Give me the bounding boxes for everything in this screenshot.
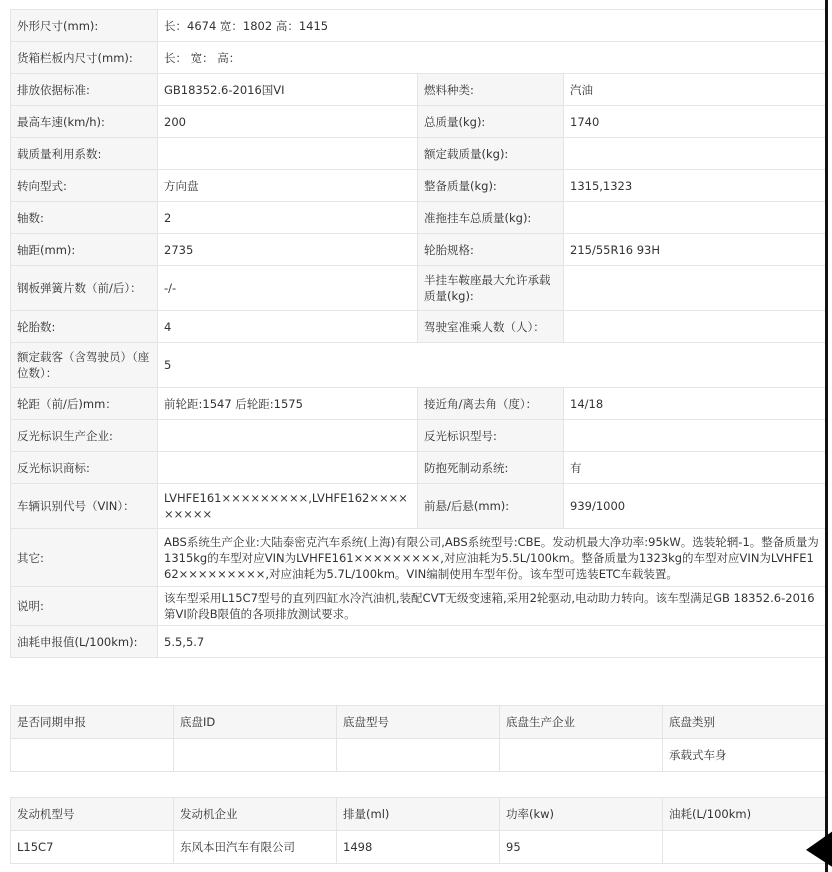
table-row — [11, 831, 827, 864]
field-value: 5.5,5.7 — [158, 626, 827, 658]
table-row — [11, 388, 827, 420]
field-label: 说明: — [11, 587, 158, 626]
table-row — [11, 138, 827, 170]
column-header: 油耗(L/100km) — [663, 798, 827, 831]
table-row — [11, 311, 827, 343]
table-row — [11, 452, 827, 484]
scrollbar-edge — [825, 0, 828, 872]
table-row — [11, 343, 827, 388]
field-value: 215/55R16 93H — [564, 234, 827, 266]
table-cell — [500, 739, 663, 772]
field-label: 驾驶室准乘人数（人）： — [418, 311, 564, 343]
table-cell: 1498 — [337, 831, 500, 864]
field-value — [564, 138, 827, 170]
table-header-row — [11, 706, 827, 739]
field-label: 轮距（前/后)mm： — [11, 388, 158, 420]
vehicle-spec-table — [10, 9, 827, 658]
table-cell — [337, 739, 500, 772]
table-row — [11, 529, 827, 587]
field-value: 有 — [564, 452, 827, 484]
field-label: 轮胎规格: — [418, 234, 564, 266]
field-value: 2735 — [158, 234, 418, 266]
field-label: 整备质量(kg): — [418, 170, 564, 202]
field-label: 防抱死制动系统: — [418, 452, 564, 484]
table-row — [11, 202, 827, 234]
field-label: 最高车速(km/h): — [11, 106, 158, 138]
field-label: 前悬/后悬(mm): — [418, 484, 564, 529]
field-label: 轴距(mm): — [11, 234, 158, 266]
field-label: 车辆识别代号（VIN）： — [11, 484, 158, 529]
field-value: GB18352.6-2016国VI — [158, 74, 418, 106]
field-value: 长： 宽： 高： — [158, 42, 827, 74]
field-label: 轴数: — [11, 202, 158, 234]
column-header: 功率(kw) — [500, 798, 663, 831]
table-row — [11, 484, 827, 529]
field-label: 反光标识商标: — [11, 452, 158, 484]
field-label: 总质量(kg): — [418, 106, 564, 138]
field-label: 反光标识型号: — [418, 420, 564, 452]
field-value — [158, 420, 418, 452]
table-row — [11, 170, 827, 202]
table-cell — [11, 739, 174, 772]
table-row — [11, 74, 827, 106]
field-value: 长：4674 宽：1802 高：1415 — [158, 10, 827, 42]
table-cell: 东风本田汽车有限公司 — [174, 831, 337, 864]
field-value: 1740 — [564, 106, 827, 138]
column-header: 发动机型号 — [11, 798, 174, 831]
field-value: LVHFE161×××××××××,LVHFE162××××××××× — [158, 484, 418, 529]
field-label: 排放依据标准: — [11, 74, 158, 106]
field-label: 载质量利用系数: — [11, 138, 158, 170]
table-row — [11, 234, 827, 266]
engine-table — [10, 797, 827, 864]
column-header: 是否同期申报 — [11, 706, 174, 739]
field-label: 货箱栏板内尺寸(mm): — [11, 42, 158, 74]
column-header: 底盘型号 — [337, 706, 500, 739]
table-cell — [663, 831, 827, 864]
chassis-table — [10, 705, 827, 772]
table-row — [11, 106, 827, 138]
field-value: -/- — [158, 266, 418, 311]
table-header-row — [11, 798, 827, 831]
field-value — [158, 138, 418, 170]
field-value: 1315,1323 — [564, 170, 827, 202]
field-label: 额定载客（含驾驶员）（座位数）： — [11, 343, 158, 388]
table-row — [11, 42, 827, 74]
table-row — [11, 626, 827, 658]
column-header: 排量(ml) — [337, 798, 500, 831]
column-header: 发动机企业 — [174, 798, 337, 831]
table-row — [11, 587, 827, 626]
field-value: 该车型采用L15C7型号的直列四缸水冷汽油机,装配CVT无级变速箱,采用2轮驱动,电动助力转向。该车型满足GB 18352.6-2016第VI阶段B限值的各项排放测试要求。 — [158, 587, 827, 626]
table-row — [11, 266, 827, 311]
field-value: 4 — [158, 311, 418, 343]
field-label: 转向型式: — [11, 170, 158, 202]
field-label: 钢板弹簧片数（前/后）： — [11, 266, 158, 311]
field-value: 14/18 — [564, 388, 827, 420]
field-label: 油耗申报值(L/100km): — [11, 626, 158, 658]
field-label: 准拖挂车总质量(kg): — [418, 202, 564, 234]
table-cell: 95 — [500, 831, 663, 864]
field-label: 燃料种类: — [418, 74, 564, 106]
field-value: 汽油 — [564, 74, 827, 106]
field-label: 其它: — [11, 529, 158, 587]
field-label: 额定载质量(kg): — [418, 138, 564, 170]
column-header: 底盘生产企业 — [500, 706, 663, 739]
field-value — [564, 266, 827, 311]
field-label: 接近角/离去角（度）： — [418, 388, 564, 420]
field-value — [564, 202, 827, 234]
field-value: 2 — [158, 202, 418, 234]
table-cell: L15C7 — [11, 831, 174, 864]
field-value: 方向盘 — [158, 170, 418, 202]
field-value: 前轮距:1547 后轮距:1575 — [158, 388, 418, 420]
field-value — [158, 452, 418, 484]
field-label: 轮胎数: — [11, 311, 158, 343]
field-value: 200 — [158, 106, 418, 138]
field-value: 939/1000 — [564, 484, 827, 529]
field-value — [564, 311, 827, 343]
field-value: ABS系统生产企业:大陆泰密克汽车系统(上海)有限公司,ABS系统型号:CBE。发动机最大净功率:95kW。选装轮辋-1。整备质量为1315kg的车型对应VIN为LVHFE161×××××××××,对应油耗为5.5L/100km。整备质量为1323kg的车型对应VIN为LVHFE162×××××××××,对应油耗为5.7L/100km。VIN编制使用车型年份。该车型可选装ETC车载装置。 — [158, 529, 827, 587]
column-header: 底盘ID — [174, 706, 337, 739]
table-row — [11, 739, 827, 772]
table-cell — [174, 739, 337, 772]
field-label: 半挂车鞍座最大允许承载质量(kg): — [418, 266, 564, 311]
field-value — [564, 420, 827, 452]
field-label: 外形尺寸(mm): — [11, 10, 158, 42]
column-header: 底盘类别 — [663, 706, 827, 739]
table-cell: 承载式车身 — [663, 739, 827, 772]
field-label: 反光标识生产企业: — [11, 420, 158, 452]
table-row — [11, 10, 827, 42]
field-value: 5 — [158, 343, 827, 388]
table-row — [11, 420, 827, 452]
